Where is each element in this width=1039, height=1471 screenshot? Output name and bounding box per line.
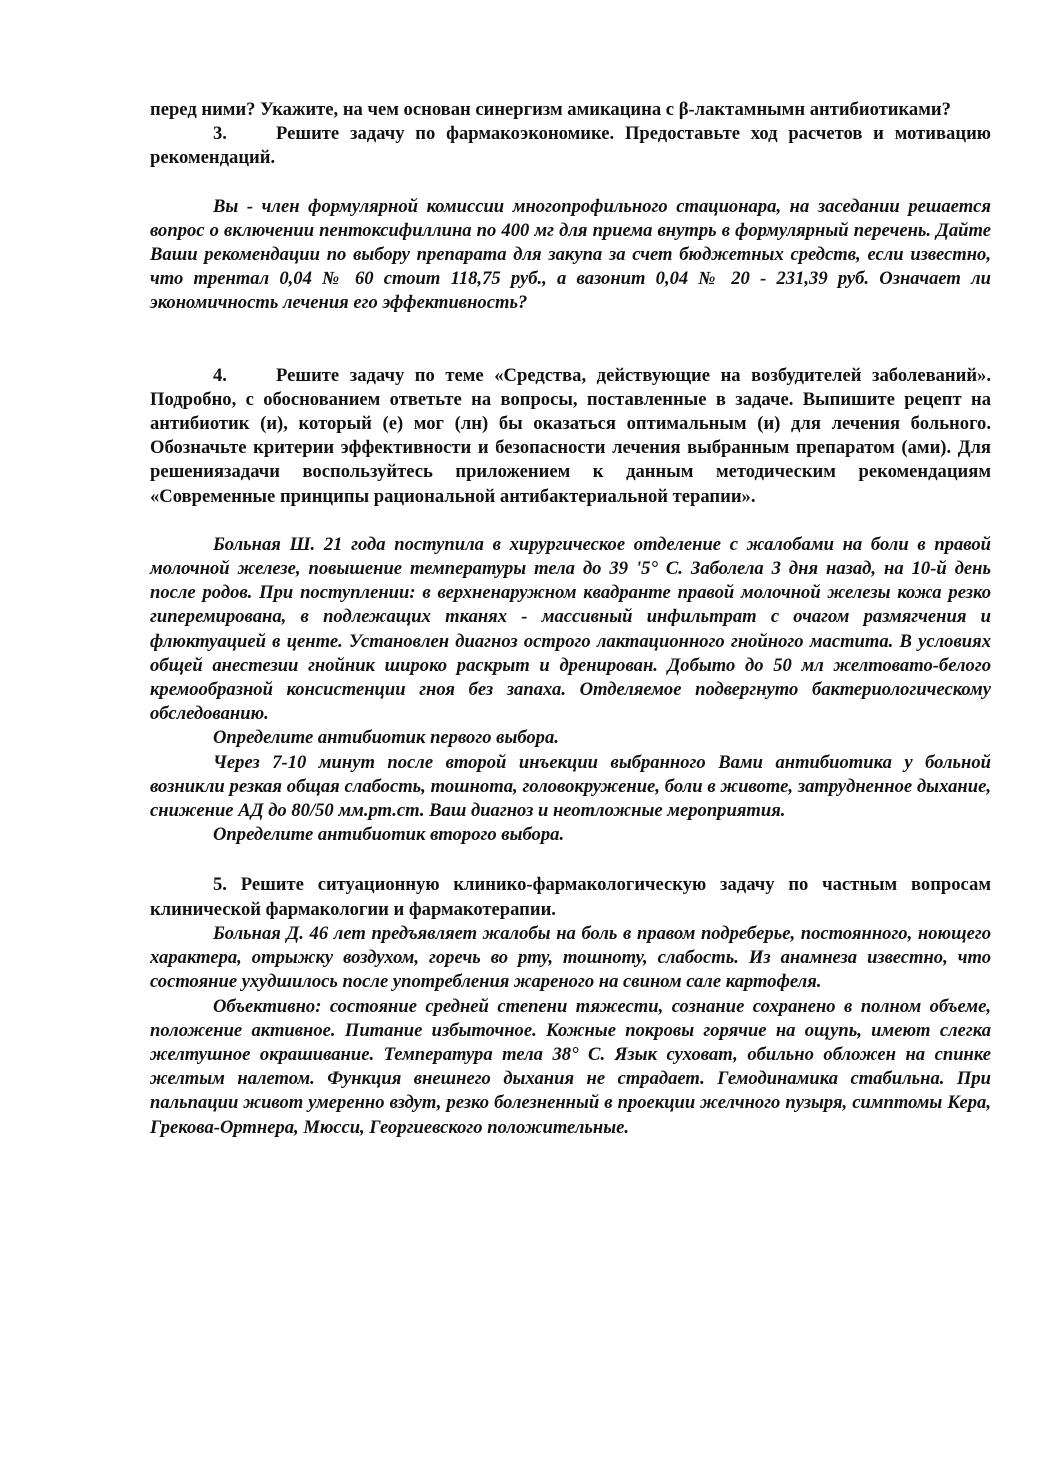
intro-paragraph: перед ними? Укажите, на чем основан синергизм амикацина с β-лактамнымн антибиотиками? bbox=[150, 99, 951, 120]
task3-instruction bbox=[150, 122, 991, 170]
task5-instruction: 5. Решите ситуационную клинико-фармакологическую задачу по частным вопросам клинической фармакологии и фармакотерапии. bbox=[150, 874, 991, 920]
task4-instruction-text: Решите задачу по теме «Средства, действующие на возбудителей заболеваний». Подробно, с обоснованием ответьте на вопросы, поставленные в задаче. Выпишите рецепт на антибиотик (и), который (е) мог (лн) бы оказаться оптимальным (и) для лечения больного. Обозначьте критерии эффективности и безопасности лечения выбранным препаратом (ами). Для решениязадачи воспользуйтесь приложением к данным методическим рекомендациям «Современные принципы рациональной антибактериальной терапии». bbox=[150, 364, 991, 507]
task3-case: Вы - член формулярной комиссии многопрофильного стационара, на заседании решается вопрос о включении пентоксифиллина по 400 мг для приема внутрь в формулярный перечень. Дайте Ваши рекомендации по выбору препарата для закупа за счет бюджетных средств, если известно, что трентал 0,04 № 60 стоит 118,75 руб., а вазонит 0,04 № 20 - 231,39 руб. Означает ли экономичность лечения его эффективность? bbox=[150, 195, 991, 314]
task4-number: 4. bbox=[213, 364, 227, 386]
task4-question-first-choice: Определите антибиотик первого выбора. bbox=[213, 727, 559, 749]
task4-case: Больная Ш. 21 года поступила в хирургическое отделение с жалобами на боли в правой молочной железе, повышение температуры тела до 39 '5° С. Заболела 3 дня назад, на 10-й день после родов. При поступлении: в верхненаружном квадранте правой молочной железы кожа резко гиперемирована, в подлежащих тканях - массивный инфильтрат с очагом размягчения и флюктуацией в центе. Установлен диагноз острого лактационного гнойного мастита. В условиях общей анестезии гнойник широко раскрыт и дренирован. Добыто до 50 мл желтовато-белого кремообразной консистенции гноя без запаха. Отделяемое подвергнуто бактериологическому обследованию. bbox=[150, 533, 991, 725]
document-page bbox=[150, 98, 991, 1140]
task5-objective: Объективно: состояние средней степени тяжести, сознание сохранено в полном объеме, положение активное. Питание избыточное. Кожные покровы горячие на ощупь, имеют слегка желтушное окрашивание. Температура тела 38° С. Язык суховат, обильно обложен на спинке желтым налетом. Функция внешнего дыхания не страдает. Гемодинамика стабильна. При пальпации живот умеренно вздут, резко болезненный в проекции желчного пузыря, симптомы Кера, Грекова-Ортнера, Мюсси, Георгиевского положительные. bbox=[150, 995, 991, 1138]
task4-question-second-choice: Определите антибиотик второго выбора. bbox=[213, 824, 565, 846]
task3-instruction-text: Решите задачу по фармакоэкономике. Предоставьте ход расчетов и мотивацию рекомендаций. bbox=[150, 123, 991, 169]
task3-number: 3. bbox=[213, 123, 227, 145]
task4-continuation: Через 7-10 минут после второй инъекции выбранного Вами антибиотика у больной возникли резкая общая слабость, тошнота, головокружение, боли в животе, затрудненное дыхание, снижение АД до 80/50 мм.рт.ст. Ваш диагноз и неотложные мероприятия. bbox=[150, 751, 991, 822]
task5-case: Больная Д. 46 лет предъявляет жалобы на боль в правом подреберье, постоянного, ноющего характера, отрыжку воздухом, горечь во рту, тошноту, слабость. Из анамнеза известно, что состояние ухудшилось после употребления жареного на свином сале картофеля. bbox=[150, 922, 991, 993]
task4-instruction bbox=[150, 364, 991, 509]
